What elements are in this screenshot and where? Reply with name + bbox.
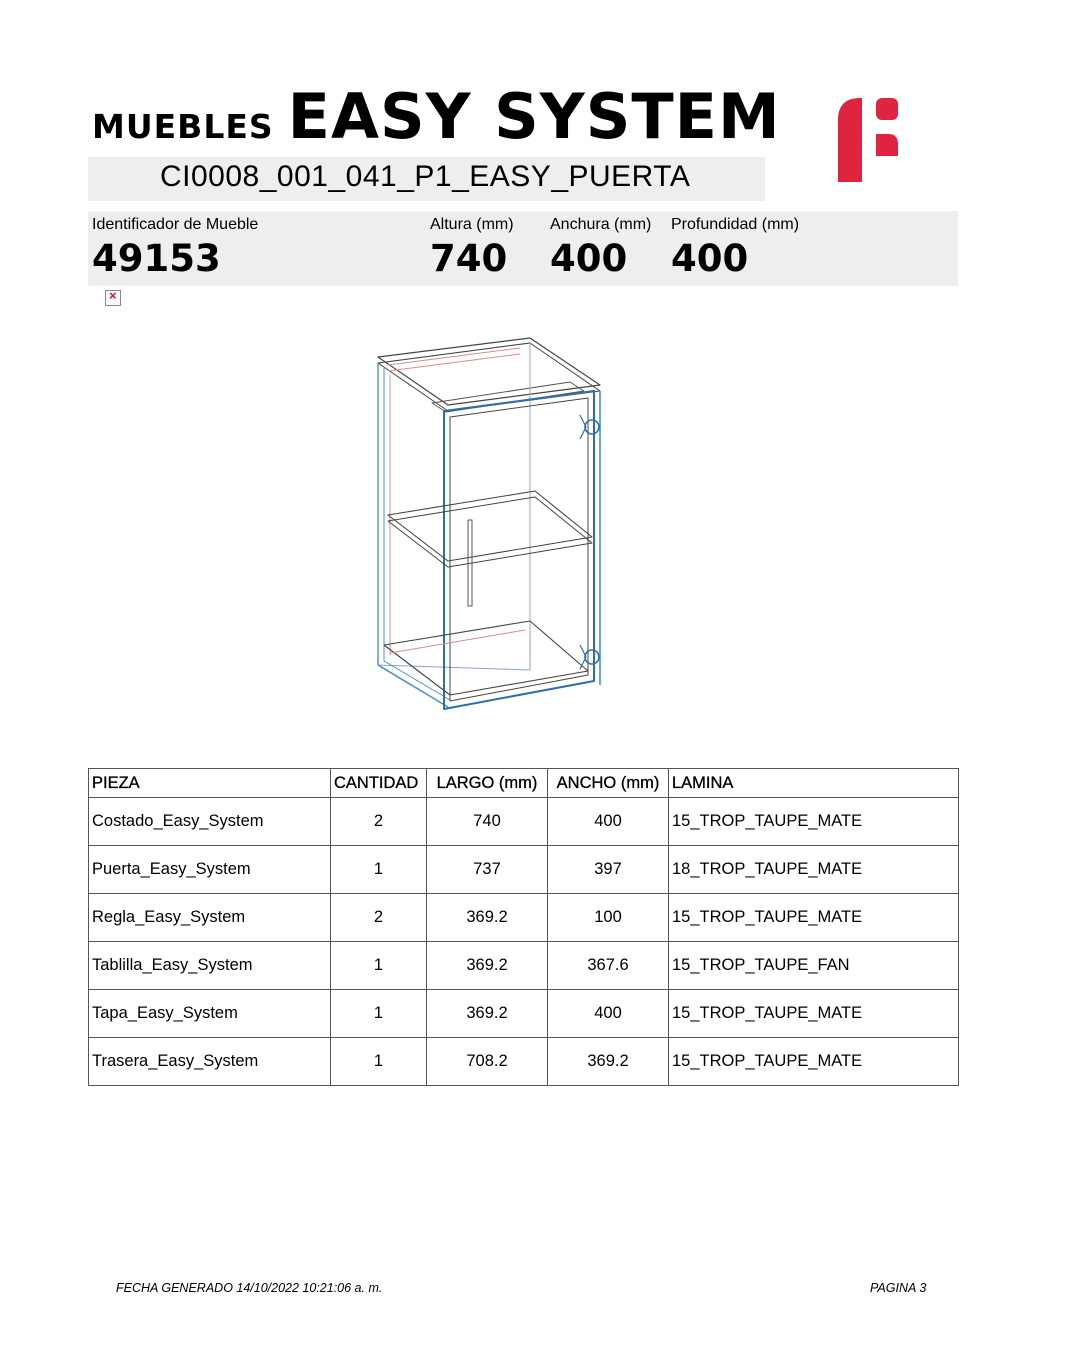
- specs-bar: [88, 211, 958, 286]
- product-code: CI0008_001_041_P1_EASY_PUERTA: [160, 160, 691, 193]
- cell-lamina: 15_TROP_TAUPE_MATE: [669, 1038, 959, 1086]
- cell-cantidad: 2: [331, 894, 427, 942]
- cell-lamina: 18_TROP_TAUPE_MATE: [669, 846, 959, 894]
- cell-largo: 369.2: [427, 942, 548, 990]
- broken-image-icon: ×: [105, 290, 121, 306]
- cell-ancho: 400: [548, 798, 669, 846]
- table-row: [89, 846, 959, 894]
- id-label: Identificador de Mueble: [92, 216, 259, 233]
- brand-logo-icon: [836, 96, 900, 182]
- cell-ancho: 369.2: [548, 1038, 669, 1086]
- generated-date: FECHA GENERADO 14/10/2022 10:21:06 a. m.: [116, 1281, 383, 1295]
- cell-cantidad: 1: [331, 942, 427, 990]
- table-row: [89, 894, 959, 942]
- cell-pieza: Tapa_Easy_System: [89, 990, 331, 1038]
- cell-ancho: 100: [548, 894, 669, 942]
- cell-largo: 369.2: [427, 990, 548, 1038]
- cell-ancho: 397: [548, 846, 669, 894]
- cell-ancho: 367.6: [548, 942, 669, 990]
- table-header-row: [89, 769, 959, 798]
- cell-cantidad: 1: [331, 846, 427, 894]
- height-value: 740: [430, 237, 508, 280]
- cell-cantidad: 1: [331, 1038, 427, 1086]
- cell-lamina: 15_TROP_TAUPE_MATE: [669, 990, 959, 1038]
- cell-lamina: 15_TROP_TAUPE_FAN: [669, 942, 959, 990]
- cell-pieza: Tablilla_Easy_System: [89, 942, 331, 990]
- cell-largo: 369.2: [427, 894, 548, 942]
- cell-pieza: Costado_Easy_System: [89, 798, 331, 846]
- width-label: Anchura (mm): [550, 216, 652, 233]
- cell-largo: 708.2: [427, 1038, 548, 1086]
- cell-largo: 740: [427, 798, 548, 846]
- brand-title: [92, 80, 781, 153]
- cell-largo: 737: [427, 846, 548, 894]
- depth-label: Profundidad (mm): [671, 216, 800, 233]
- cell-cantidad: 1: [331, 990, 427, 1038]
- cell-pieza: Regla_Easy_System: [89, 894, 331, 942]
- cell-lamina: 15_TROP_TAUPE_MATE: [669, 894, 959, 942]
- col-header: ANCHO (mm): [548, 769, 669, 798]
- width-value: 400: [550, 237, 628, 280]
- brand-title-big: EASY SYSTEM: [287, 80, 781, 153]
- col-header: LAMINA: [669, 769, 959, 798]
- brand-title-small: MUEBLES: [92, 107, 274, 146]
- col-header: PIEZA: [89, 769, 331, 798]
- product-code-bar: [88, 157, 765, 201]
- depth-value: 400: [671, 237, 749, 280]
- id-value: 49153: [92, 237, 221, 280]
- height-label: Altura (mm): [430, 216, 514, 233]
- cell-pieza: Trasera_Easy_System: [89, 1038, 331, 1086]
- table-row: [89, 942, 959, 990]
- page-number: PAGINA 3: [870, 1281, 927, 1295]
- cell-ancho: 400: [548, 990, 669, 1038]
- table-row: [89, 798, 959, 846]
- cabinet-3d-drawing: [370, 335, 610, 715]
- cell-cantidad: 2: [331, 798, 427, 846]
- cell-lamina: 15_TROP_TAUPE_MATE: [669, 798, 959, 846]
- parts-table: [88, 768, 959, 1086]
- table-row: [89, 990, 959, 1038]
- col-header: LARGO (mm): [427, 769, 548, 798]
- table-row: [89, 1038, 959, 1086]
- col-header: CANTIDAD: [331, 769, 427, 798]
- cell-pieza: Puerta_Easy_System: [89, 846, 331, 894]
